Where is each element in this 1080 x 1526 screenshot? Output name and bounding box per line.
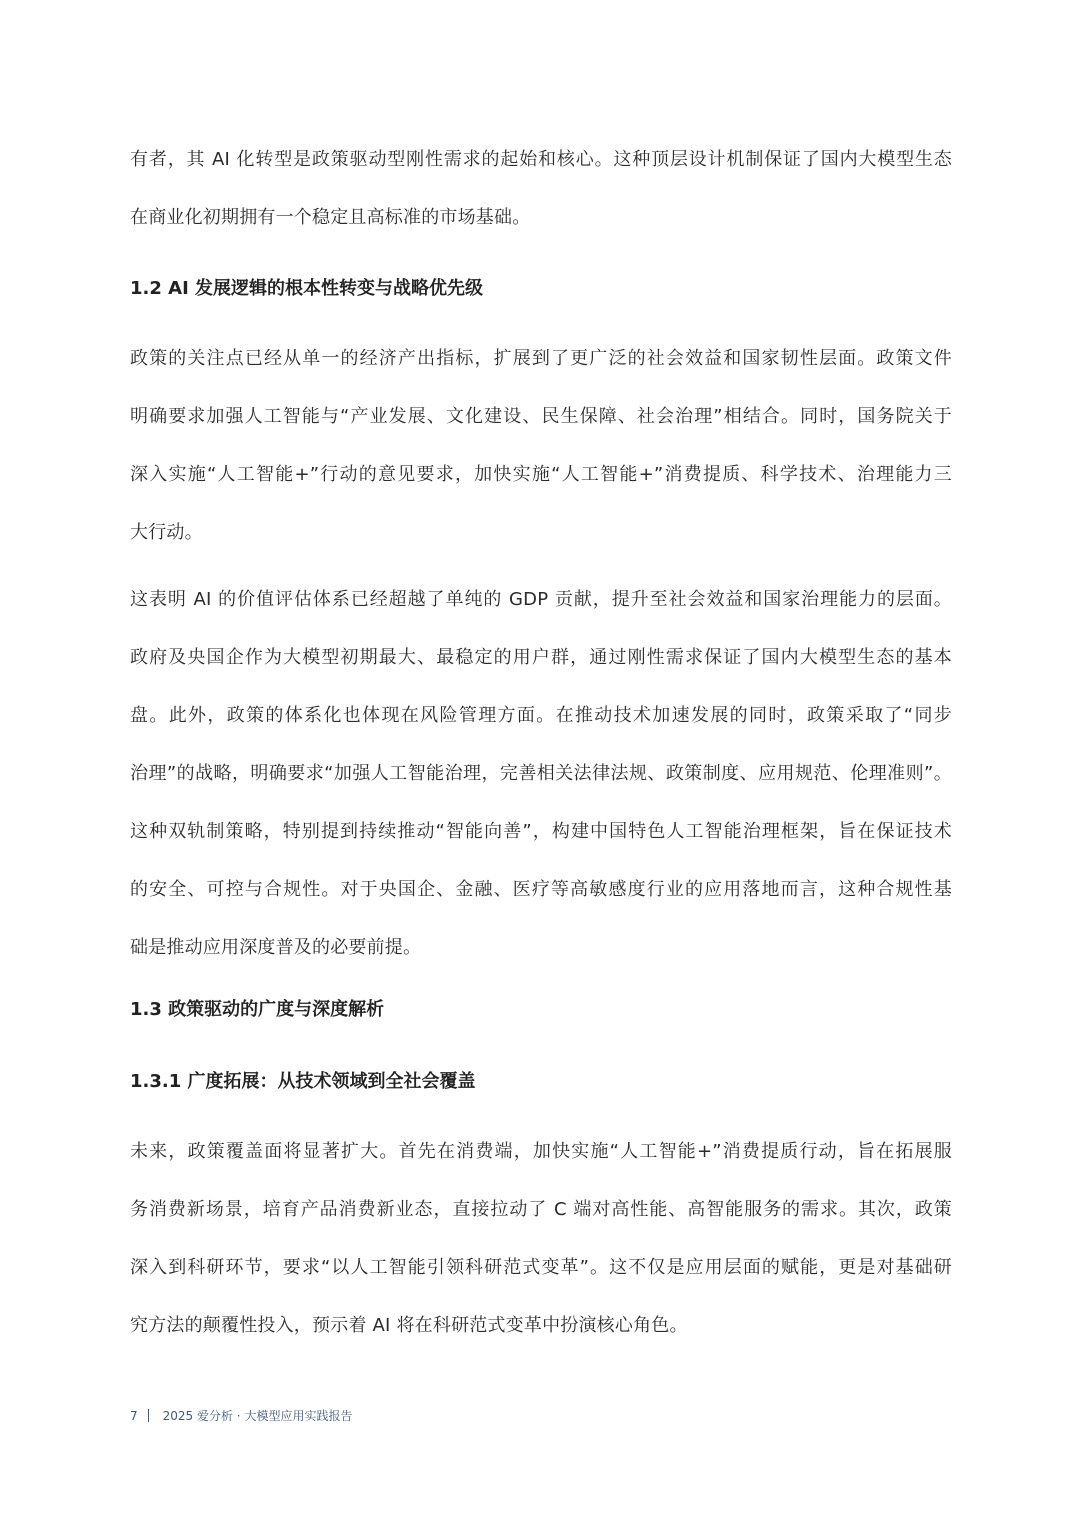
paragraph-line: 的安全、可控与合规性。对于央国企、金融、医疗等高敏感度行业的应用落地而言，这种合规性基 xyxy=(130,879,952,900)
paragraph-value-assessment xyxy=(130,571,952,977)
paragraph-line: 这表明 AI 的价值评估体系已经超越了单纯的 GDP 贡献，提升至社会效益和国家治理能力的层面。 xyxy=(130,589,952,610)
paragraph-line: 深入到科研环节，要求“以人工智能引领科研范式变革”。这不仅是应用层面的赋能，更是对基础研 xyxy=(130,1257,952,1278)
paragraph-line: 政策的关注点已经从单一的经济产出指标，扩展到了更广泛的社会效益和国家韧性层面。政策文件 xyxy=(130,348,952,369)
section-heading-1-3: 1.3 政策驱动的广度与深度解析 xyxy=(130,999,385,1020)
paragraph-line: 大行动。 xyxy=(130,522,203,543)
paragraph-line: 究方法的颠覆性投入，预示着 AI 将在科研范式变革中扮演核心角色。 xyxy=(130,1315,688,1336)
paragraph-intro-continuation xyxy=(130,131,952,247)
paragraph-line: 盘。此外，政策的体系化也体现在风险管理方面。在推动技术加速发展的同时，政策采取了“同步 xyxy=(130,705,952,726)
paragraph-line: 这种双轨制策略，特别提到持续推动“智能向善”，构建中国特色人工智能治理框架，旨在保证技术 xyxy=(130,821,952,842)
paragraph-line: 务消费新场景，培育产品消费新业态，直接拉动了 C 端对高性能、高智能服务的需求。其次，政策 xyxy=(130,1199,952,1220)
footer-divider xyxy=(148,1409,149,1422)
paragraph-breadth-expansion xyxy=(130,1123,952,1355)
section-heading-1-2: 1.2 AI 发展逻辑的根本性转变与战略优先级 xyxy=(130,278,484,299)
paragraph-line: 明确要求加强人工智能与“产业发展、文化建设、民生保障、社会治理”相结合。同时，国务院关于 xyxy=(130,406,952,427)
paragraph-line: 在商业化初期拥有一个稳定且高标准的市场基础。 xyxy=(130,207,531,228)
paragraph-line: 有者，其 AI 化转型是政策驱动型刚性需求的起始和核心。这种顶层设计机制保证了国内大模型生态 xyxy=(130,149,952,170)
report-title: 2025 爱分析 · 大模型应用实践报告 xyxy=(162,1409,353,1423)
paragraph-line: 深入实施“人工智能+”行动的意见要求，加快实施“人工智能+”消费提质、科学技术、治理能力三 xyxy=(130,464,952,485)
paragraph-line: 政府及央国企作为大模型初期最大、最稳定的用户群，通过刚性需求保证了国内大模型生态的基本 xyxy=(130,647,952,668)
page-number: 7 xyxy=(130,1409,138,1423)
page-footer xyxy=(130,1405,352,1427)
paragraph-line: 未来，政策覆盖面将显著扩大。首先在消费端，加快实施“人工智能+”消费提质行动，旨在拓展服 xyxy=(130,1141,952,1162)
paragraph-line: 治理”的战略，明确要求“加强人工智能治理，完善相关法律法规、政策制度、应用规范、伦理准则”。 xyxy=(130,763,952,784)
paragraph-policy-focus xyxy=(130,330,952,562)
subsection-heading-1-3-1: 1.3.1 广度拓展：从技术领域到全社会覆盖 xyxy=(130,1071,476,1092)
paragraph-line: 础是推动应用深度普及的必要前提。 xyxy=(130,937,422,958)
